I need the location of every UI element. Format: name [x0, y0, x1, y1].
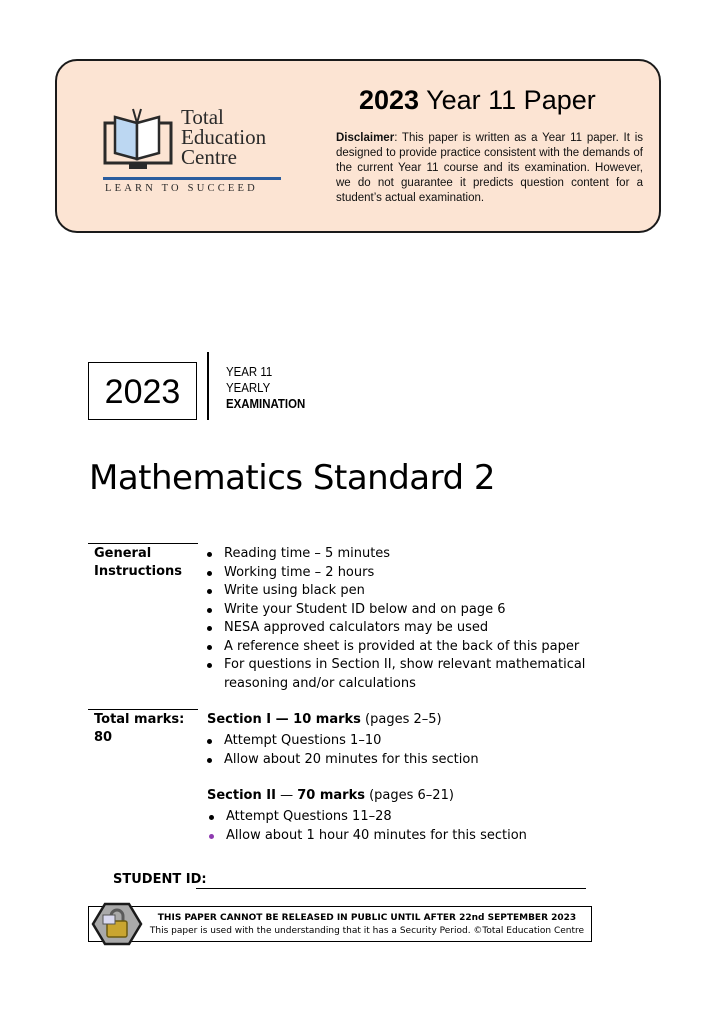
section-2-heading-bold: Section II: [207, 788, 276, 803]
total-marks-line-1: Total marks:: [94, 712, 185, 727]
logo-line-2: Education: [181, 125, 267, 149]
security-notice: [88, 906, 592, 942]
padlock-icon: [91, 901, 143, 947]
student-id-label: STUDENT ID:: [113, 872, 207, 887]
total-marks-value: 80: [94, 730, 113, 745]
marks-rule: [88, 709, 198, 710]
section-1-heading: [207, 712, 442, 727]
year-divider: [207, 352, 209, 420]
disclaimer-label: Disclaimer: [336, 132, 395, 144]
general-instructions-label: [94, 545, 182, 581]
section-2-dash: —: [275, 788, 298, 803]
paper-title: [359, 85, 596, 116]
general-label-line-1: General: [94, 546, 152, 561]
section-1-pages: (pages 2–5): [360, 712, 442, 727]
logo-tagline: LEARN TO SUCCEED: [105, 183, 258, 194]
exam-title: Mathematics Standard 2: [89, 458, 496, 498]
exam-type-line-2: YEARLY: [226, 380, 271, 395]
list-item: Write using black pen: [206, 582, 586, 601]
logo-wordmark: [181, 107, 291, 167]
general-label-line-2: Instructions: [94, 564, 183, 579]
list-item: Write your Student ID below and on page 6: [206, 601, 586, 620]
security-line-2: This paper is used with the understanding that it has a Security Period. ©Total Education Centre: [149, 926, 585, 936]
list-item: Reading time – 5 minutes: [206, 545, 586, 564]
general-rule: [88, 543, 198, 544]
disclaimer: [336, 131, 643, 206]
list-item: A reference sheet is provided at the back of this paper: [206, 638, 586, 657]
list-item: For questions in Section II, show relevant mathematical reasoning and/or calculations: [206, 656, 586, 693]
section-1-heading-bold: Section I — 10 marks: [207, 712, 361, 727]
list-item: Attempt Questions 1–10: [206, 732, 586, 751]
section-2-pages: (pages 6–21): [364, 788, 454, 803]
disclaimer-text: : This paper is written as a Year 11 paper. It is designed to provide practice consistent with the demands of the current Year 11 course and its examination. However, we do not guarantee it predicts question content for a student’s actual examination.: [336, 132, 643, 204]
exam-year-box: 2023: [88, 362, 197, 420]
logo-underline: [103, 177, 281, 180]
exam-type: [226, 364, 305, 412]
header-box: [55, 59, 661, 233]
paper-year: 2023: [359, 85, 420, 115]
list-item: Working time – 2 hours: [206, 564, 586, 583]
section-2-heading: [207, 788, 454, 803]
list-item: Attempt Questions 11–28: [208, 808, 588, 827]
section-2-marks: 70 marks: [297, 788, 365, 803]
total-marks-label: [94, 711, 184, 747]
logo-line-3: Centre: [181, 145, 237, 169]
exam-type-line-3: EXAMINATION: [226, 396, 306, 411]
security-text: [145, 912, 589, 938]
tec-logo: [103, 103, 288, 197]
section-1-list: [206, 732, 586, 769]
section-2-list: [208, 808, 588, 845]
general-instructions-list: [206, 545, 586, 693]
list-item: Allow about 20 minutes for this section: [206, 751, 586, 770]
paper-title-text: Year 11 Paper: [426, 85, 596, 115]
student-id-field[interactable]: [196, 888, 586, 889]
exam-type-line-1: YEAR 11: [226, 364, 273, 379]
list-item: NESA approved calculators may be used: [206, 619, 586, 638]
security-line-1: THIS PAPER CANNOT BE RELEASED IN PUBLIC UNTIL AFTER 22nd SEPTEMBER 2023: [157, 913, 577, 923]
list-item: Allow about 1 hour 40 minutes for this section: [208, 827, 588, 846]
monitor-book-icon: [103, 103, 175, 173]
logo-line-1: Total: [181, 105, 224, 129]
